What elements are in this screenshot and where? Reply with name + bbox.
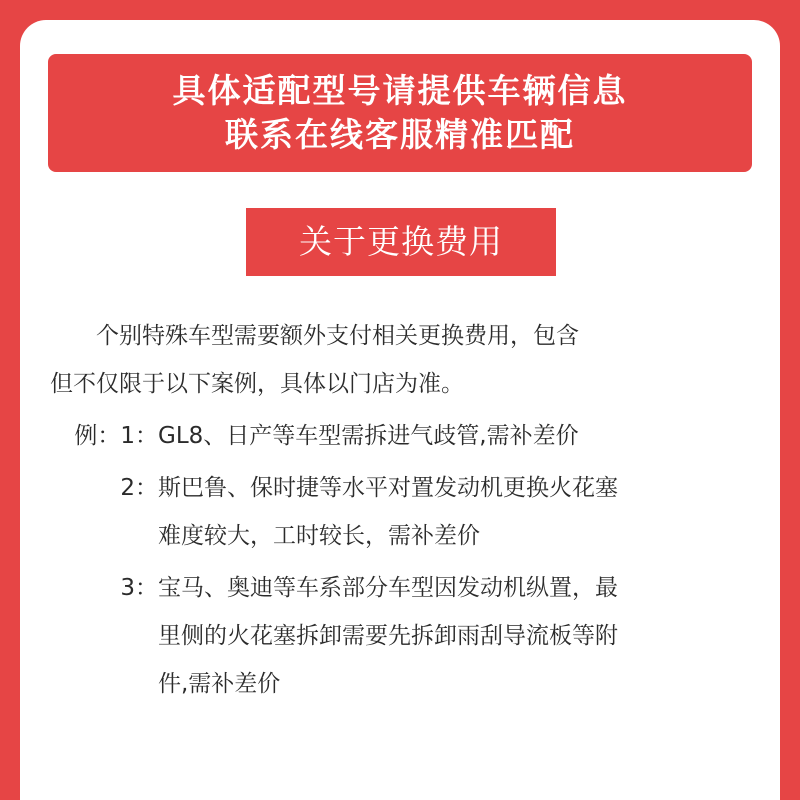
section-title: 关于更换费用 xyxy=(246,208,556,276)
header-banner xyxy=(48,54,752,172)
example-item-2 xyxy=(50,464,770,560)
example-line: 宝马、奥迪等车系部分车型因发动机纵置，最 xyxy=(158,575,618,601)
content-card xyxy=(20,20,780,800)
example-line: 件,需补差价 xyxy=(158,671,281,697)
example-line: 里侧的火花塞拆卸需要先拆卸雨刮导流板等附 xyxy=(158,623,618,649)
banner-line-1: 具体适配型号请提供车辆信息 xyxy=(172,71,628,110)
example-line: GL8、日产等车型需拆进气歧管,需补差价 xyxy=(158,423,579,449)
example-prefix xyxy=(50,464,158,512)
example-line: 斯巴鲁、保时捷等水平对置发动机更换火花塞 xyxy=(158,475,618,501)
example-number: 1： xyxy=(120,423,158,449)
intro-line-2: 但不仅限于以下案例，具体以门店为准。 xyxy=(50,371,464,397)
example-prefix xyxy=(50,564,158,612)
example-lead-label: 例： xyxy=(74,423,121,449)
example-item-1 xyxy=(50,412,770,460)
example-body xyxy=(158,412,770,460)
body-text xyxy=(50,312,770,712)
example-item-3 xyxy=(50,564,770,708)
example-number: 2： xyxy=(120,475,158,501)
example-prefix xyxy=(50,412,158,460)
example-line: 难度较大，工时较长，需补差价 xyxy=(158,523,480,549)
example-body xyxy=(158,564,770,708)
banner-line-2: 联系在线客服精准匹配 xyxy=(225,115,575,154)
intro-line-1: 个别特殊车型需要额外支付相关更换费用，包含 xyxy=(96,323,579,349)
example-body xyxy=(158,464,770,560)
example-number: 3： xyxy=(120,575,158,601)
intro-paragraph xyxy=(50,312,770,408)
